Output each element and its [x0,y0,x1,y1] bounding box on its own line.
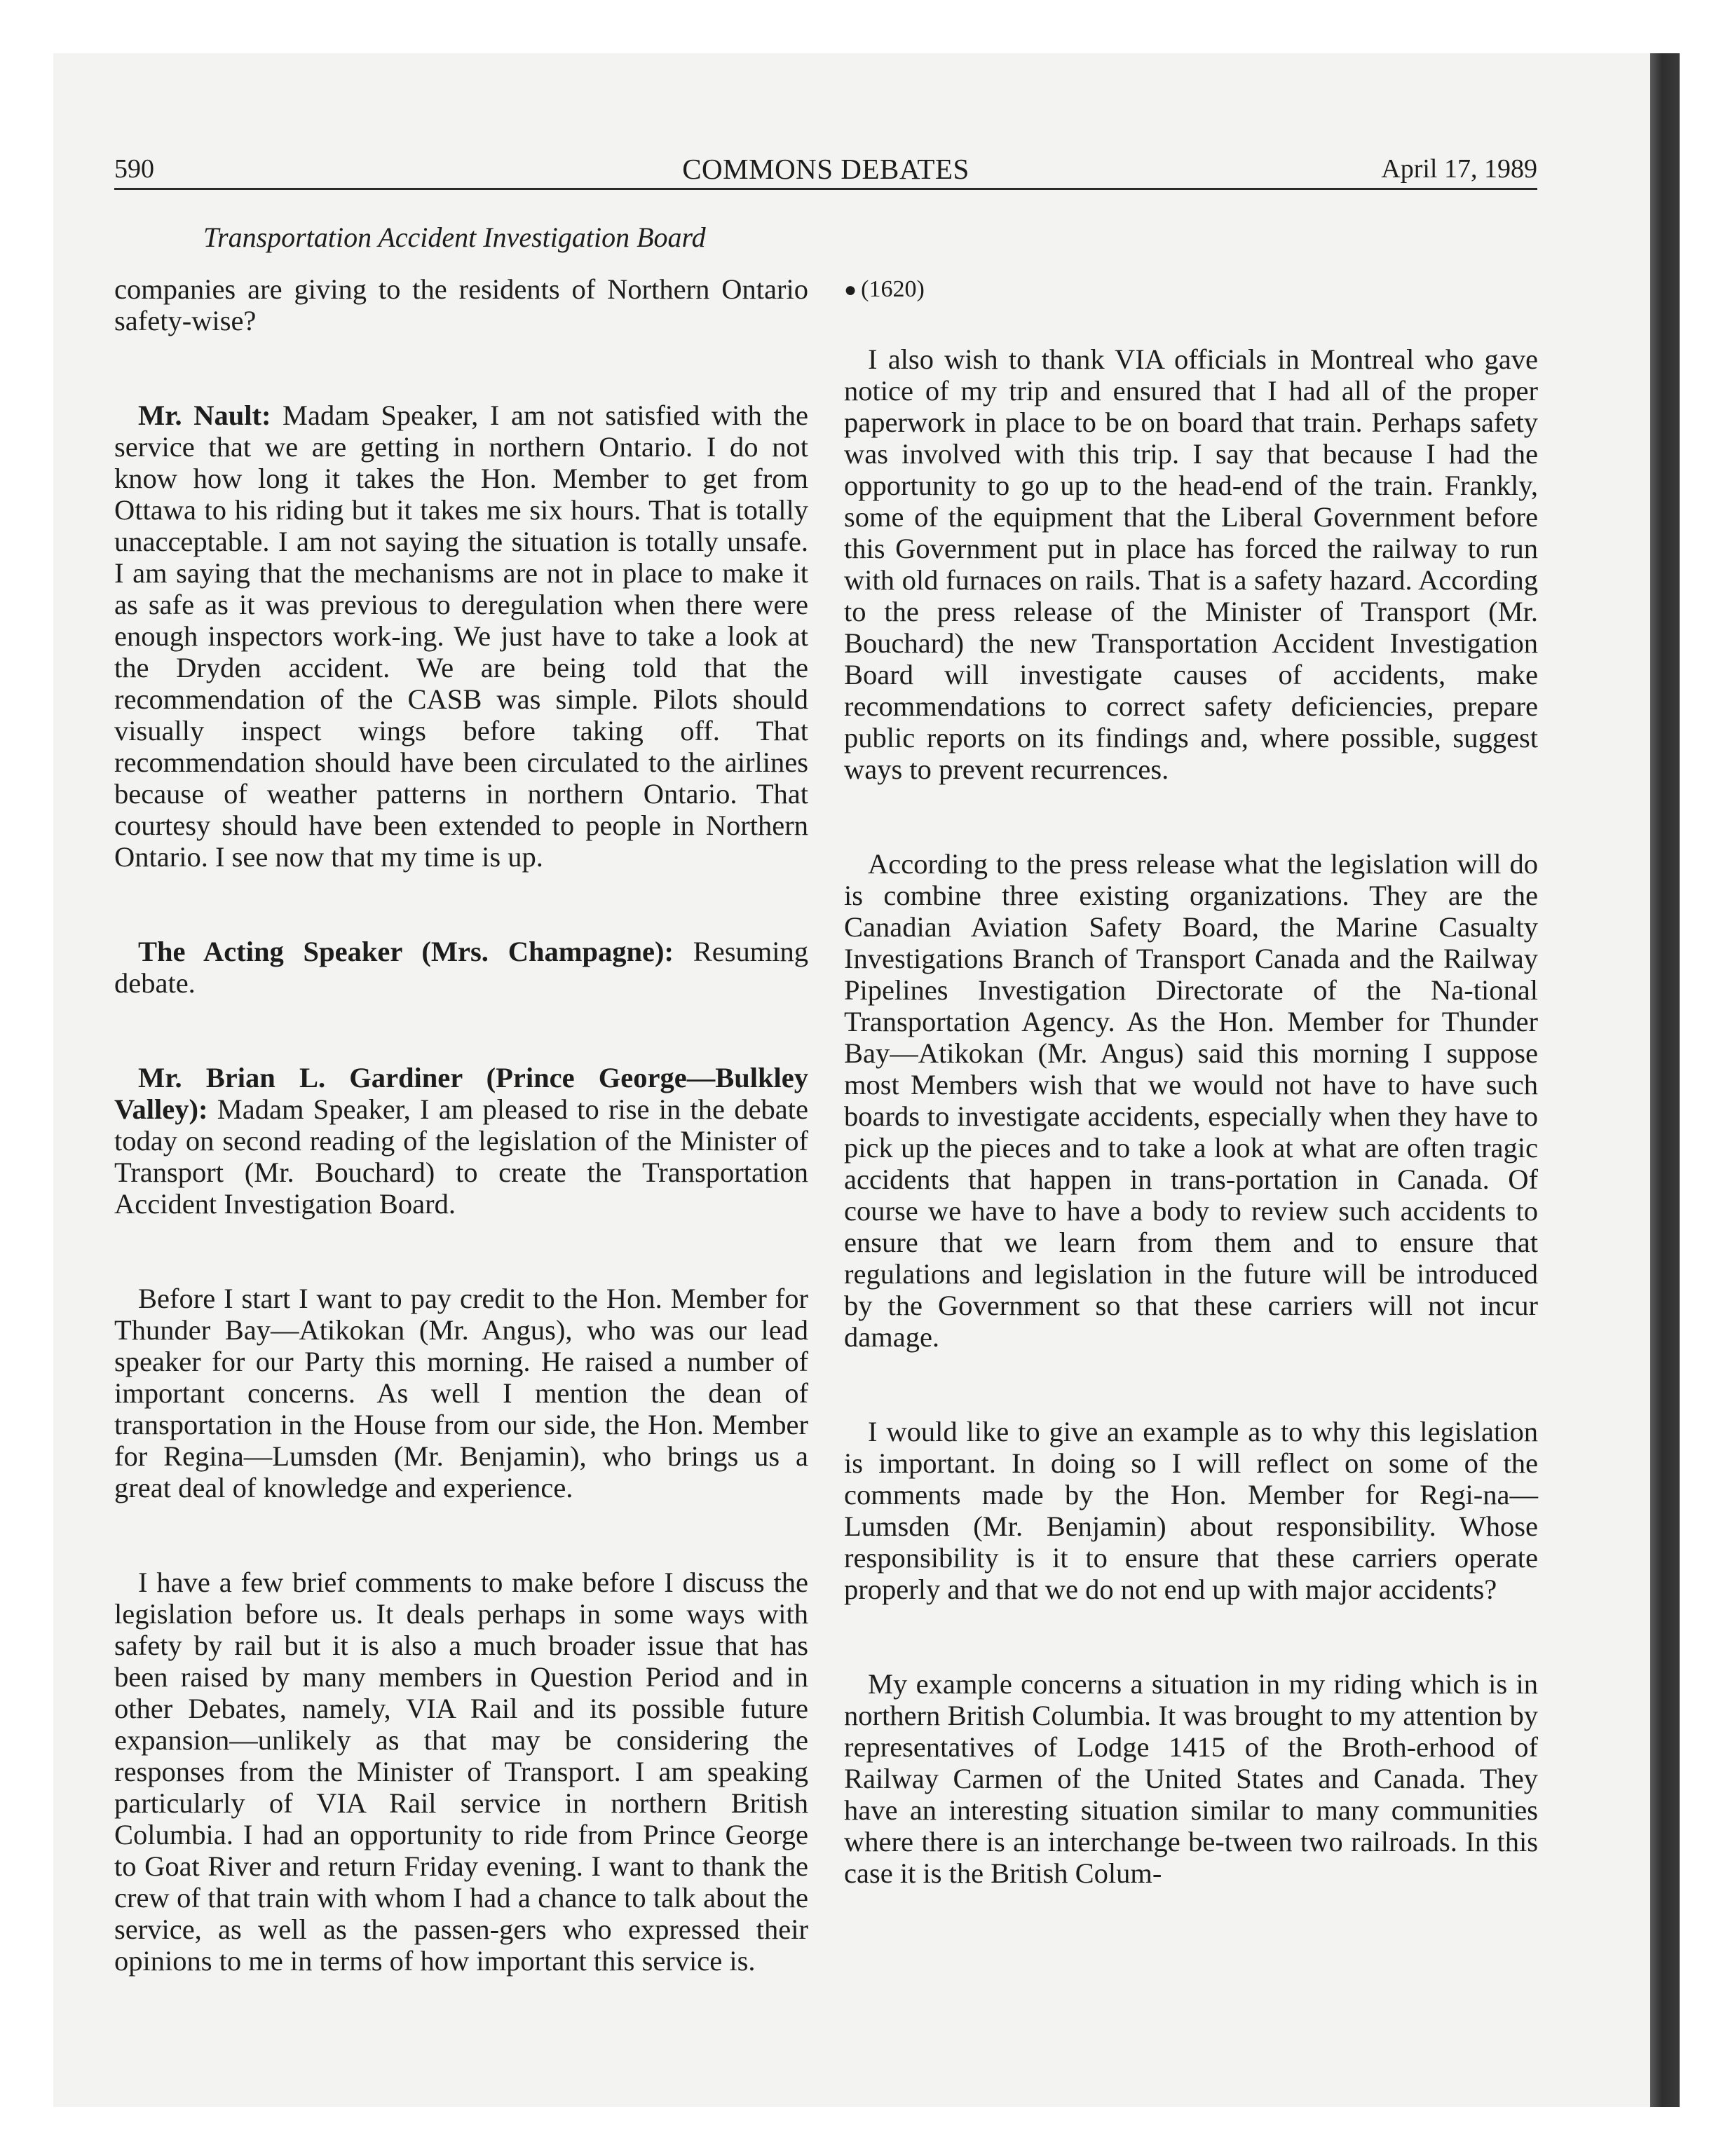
paragraph-text: Before I start I want to pay credit to the Hon. Member for Thunder Bay—Atikokan (Mr. Angus), who was our lead speaker for our Party this morning. He raised a number of important concerns. As well I mention the dean of transportation in the House from our side, the Hon. Member for Regina—Lumsden (Mr. Benjamin), who brings us a great deal of knowledge and experience. [114,1283,808,1503]
paragraph [114,400,808,873]
paragraph [844,1668,1538,1889]
paragraph-text: Madam Speaker, I am not satisfied with the service that we are getting in northern Ontario. I do not know how long it takes the Hon. Member to get from Ottawa to his riding but it takes me six hours. That is totally unacceptable. I am not saying the situation is totally unsafe. I am saying that the mechanisms are not in place to make it as safe as it was previous to deregulation when there were enough inspectors work-ing. We just have to take a look at the Dryden accident. We are being told that the recommendation of the CASB was simple. Pilots should visually inspect wings before taking off. That recommendation should have been circulated to the airlines because of weather patterns in northern Ontario. That courtesy should have been extended to people in Northern Ontario. I see now that my time is up. [114,400,808,873]
paragraph [844,1416,1538,1605]
paragraph-text: I have a few brief comments to make before I discuss the legislation before us. It deals perhaps in some ways with safety by rail but it is also a much broader issue that has been raised by many members in Question Period and in other Debates, namely, VIA Rail and its possible future expansion—unlikely as that may be considering the responses from the Minister of Transport. I am speaking particularly of VIA Rail service in northern British Columbia. I had an opportunity to ride from Prince George to Goat River and return Friday evening. I want to thank the crew of that train with whom I had a chance to talk about the service, as well as the passen-gers who expressed their opinions to me in terms of how important this service is. [114,1567,808,1977]
paragraph [114,936,808,999]
page-number: 590 [114,154,154,184]
left-column [114,273,808,2040]
paragraph-text: Resuming debate. [114,936,808,999]
paragraph [844,848,1538,1353]
paragraph [114,1567,808,1977]
paragraph-text: I would like to give an example as to why this legislation is important. In doing so I will reflect on some of the comments made by the Hon. Member for Regi-na—Lumsden (Mr. Benjamin) about responsibility. Whose responsibility is it to ensure that these carriers operate properly and that we do not end up with major accidents? [844,1416,1538,1605]
bullet-icon: ● [844,278,857,301]
header-rule [114,188,1537,190]
paragraph-text: companies are giving to the residents of Northern Ontario safety-wise? [114,273,808,336]
journal-title: COMMONS DEBATES [682,153,969,185]
time-marker [844,273,1538,306]
section-title: Transportation Accident Investigation Board [203,221,706,253]
header-date: April 17, 1989 [1381,154,1537,184]
paragraph-text: Madam Speaker, I am pleased to rise in the debate today on second reading of the legislation of the Minister of Transport (Mr. Bouchard) to create the Transportation Accident Investigation Board. [114,1093,808,1220]
speaker-name: The Acting Speaker (Mrs. Champagne): [138,936,674,967]
right-column [844,273,1538,1952]
page-header [114,150,1537,192]
paragraph-text: According to the press release what the legislation will do is combine three existing organizations. They are the Canadian Aviation Safety Board, the Marine Casualty Investigations Branch of Transport Canada and the Railway Pipelines Investigation Directorate of the Na-tional Transportation Agency. As the Hon. Member for Thunder Bay—Atikokan (Mr. Angus) said this morning I suppose most Members wish that we would not have to have such boards to investigate accidents, especially when they have to pick up the pieces and to take a look at what are often tragic accidents that happen in trans-portation in Canada. Of course we have to have a body to review such accidents to ensure that we learn from them and to ensure that regulations and legislation in the future will be introduced by the Government so that these carriers will not incur damage. [844,848,1538,1353]
paragraph [114,1062,808,1220]
paragraph-text: My example concerns a situation in my riding which is in northern British Columbia. It was brought to my attention by representatives of Lodge 1415 of the Broth-erhood of Railway Carmen of the United States and Canada. They have an interesting situation similar to many communities where there is an interchange be-tween two railroads. In this case it is the British Colum- [844,1668,1538,1889]
time-marker-label: (1620) [861,276,925,302]
paragraph-text: I also wish to thank VIA officials in Montreal who gave notice of my trip and ensured that I had all of the proper paperwork in place to be on board that train. Perhaps safety was involved with this trip. I say that because I had the opportunity to go up to the head-end of the train. Frankly, some of the equipment that the Liberal Government before this Government put in place has forced the railway to run with old furnaces on rails. That is a safety hazard. According to the press release of the Minister of Transport (Mr. Bouchard) the new Transportation Accident Investigation Board will investigate causes of accidents, make recommendations to correct safety deficiencies, prepare public reports on its findings and, where possible, suggest ways to prevent recurrences. [844,343,1538,785]
scan-edge-shadow [1650,53,1680,2107]
paragraph [844,343,1538,785]
paragraph [114,1283,808,1503]
speaker-name: Mr. Nault: [138,400,271,431]
speaker-name: Mr. Brian L. Gardiner (Prince George—Bulkley Valley): [114,1062,808,1125]
paragraph [114,273,808,336]
